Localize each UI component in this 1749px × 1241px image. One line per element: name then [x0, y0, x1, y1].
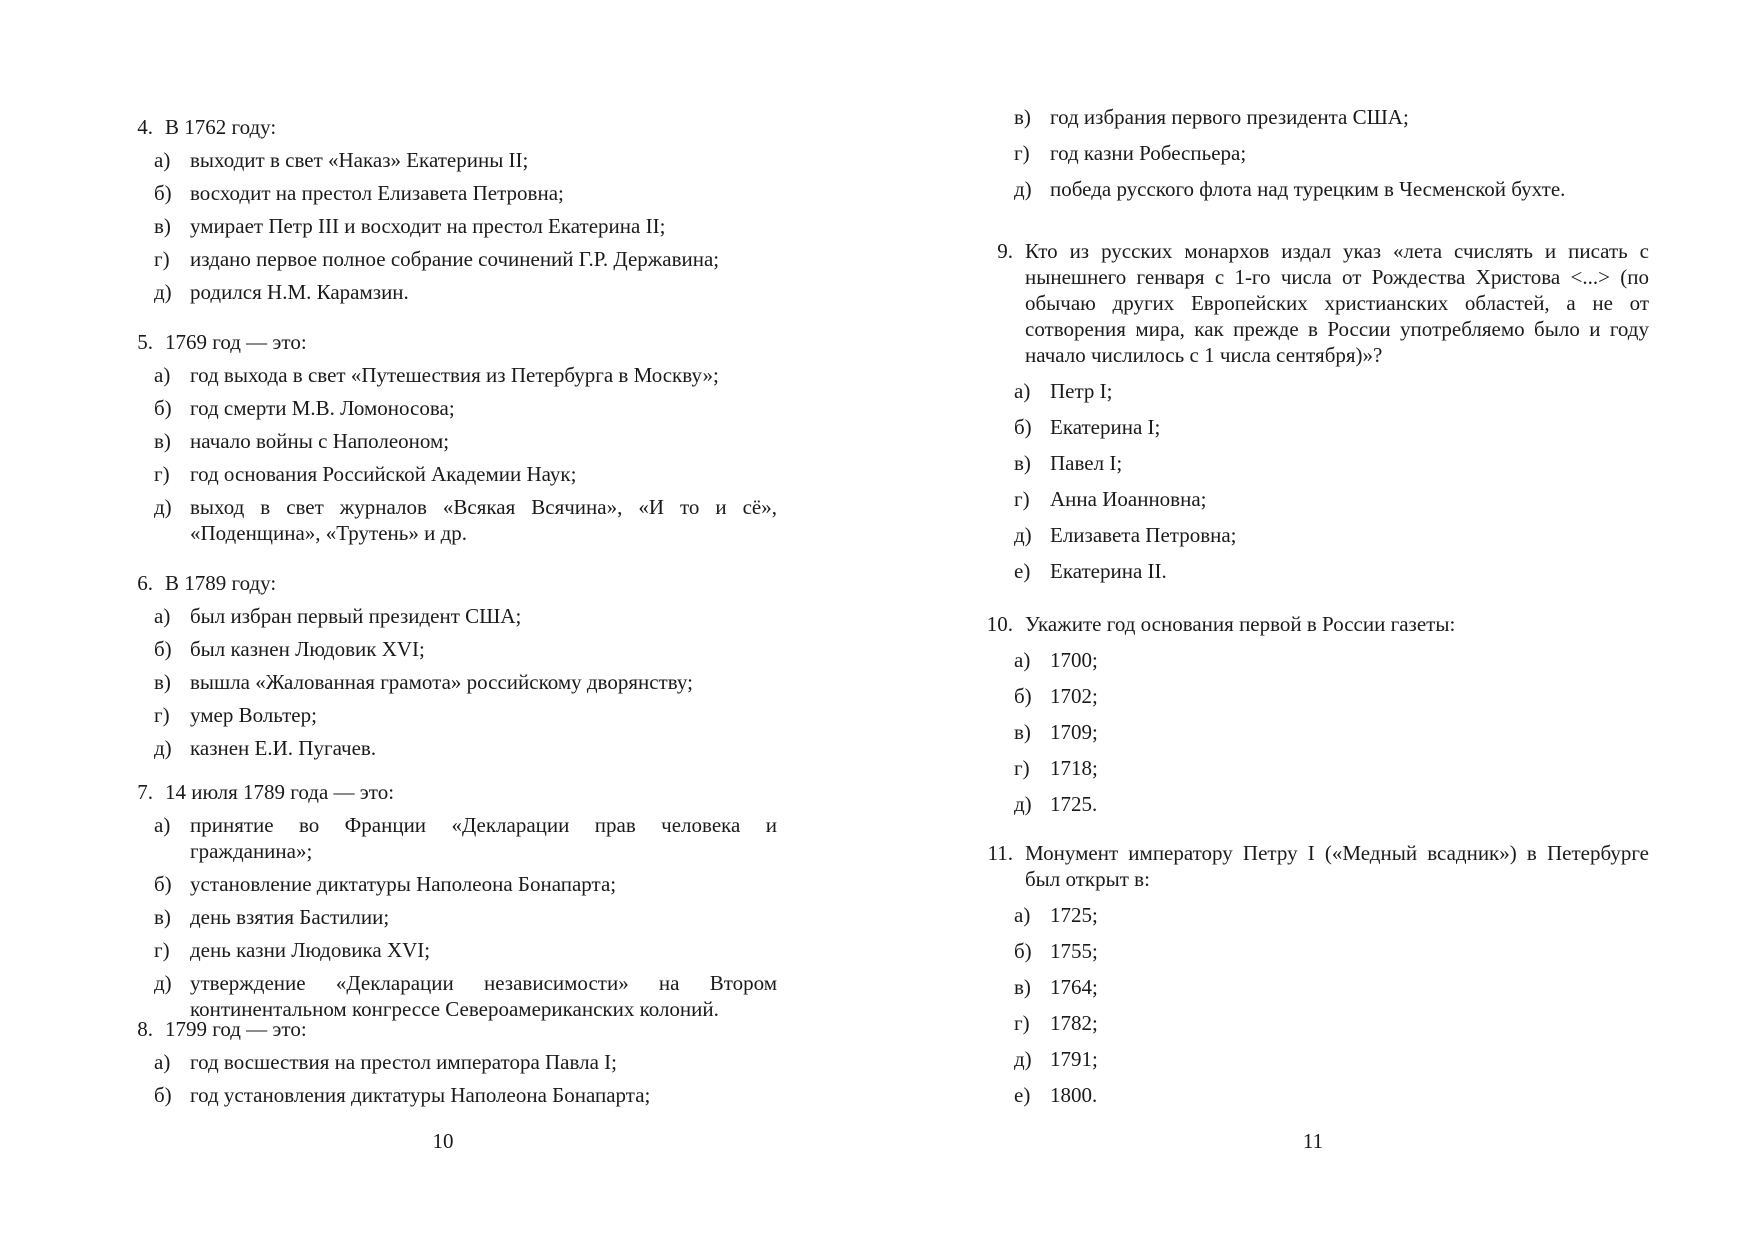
option-text: день казни Людовика XVI; [190, 938, 431, 962]
option-letter: б) [154, 181, 172, 205]
option-letter: г) [154, 703, 170, 727]
option [1014, 1082, 1649, 1108]
option-letter: в) [154, 905, 171, 929]
option [1014, 902, 1649, 928]
option [1014, 176, 1649, 202]
option-letter: д) [154, 971, 172, 995]
option [154, 213, 777, 239]
option-letter: в) [154, 429, 171, 453]
option-letter: в) [1014, 975, 1031, 999]
option-text: 1800. [1050, 1083, 1098, 1107]
option [154, 428, 777, 454]
option-text: год установления диктатуры Наполеона Бонапарта; [190, 1083, 651, 1107]
options-list [117, 362, 777, 546]
option-text: 1791; [1050, 1047, 1098, 1071]
option [1014, 450, 1649, 476]
option-text: год основания Российской Академии Наук; [190, 462, 577, 486]
option [1014, 1046, 1649, 1072]
option-letter: д) [154, 736, 172, 760]
option [154, 180, 777, 206]
option-text: 1725. [1050, 792, 1098, 816]
option [154, 395, 777, 421]
question-text: В 1789 году: [165, 571, 277, 595]
option [1014, 938, 1649, 964]
question-number: 4. [137, 115, 153, 139]
options-list [117, 603, 777, 761]
option-text: 1709; [1050, 720, 1098, 744]
option-text: Екатерина I; [1050, 415, 1161, 439]
option-letter: б) [154, 637, 172, 661]
question-number: 8. [137, 1017, 153, 1041]
option-text: 1700; [1050, 648, 1098, 672]
question-number: 6. [137, 571, 153, 595]
option-letter: в) [1014, 720, 1031, 744]
option-text: 1718; [1050, 756, 1098, 780]
option-text: был казнен Людовик XVI; [190, 637, 425, 661]
option-letter: а) [1014, 379, 1031, 403]
question-7 [117, 779, 777, 1022]
option-text: установление диктатуры Наполеона Бонапарта; [190, 872, 617, 896]
question-number: 7. [137, 780, 153, 804]
option [1014, 486, 1649, 512]
option-letter: а) [1014, 903, 1031, 927]
question-4 [117, 114, 777, 305]
option-letter: б) [1014, 415, 1032, 439]
option-letter: д) [1014, 177, 1032, 201]
option-letter: г) [154, 938, 170, 962]
option [1014, 558, 1649, 584]
option-text: 1764; [1050, 975, 1098, 999]
option-text: 1702; [1050, 684, 1098, 708]
option-text: 1782; [1050, 1011, 1098, 1035]
option-text: умер Вольтер; [190, 703, 317, 727]
option-letter: а) [154, 1050, 171, 1074]
option [1014, 647, 1649, 673]
option [154, 362, 777, 388]
option-letter: б) [1014, 684, 1032, 708]
option [154, 1082, 777, 1108]
option-letter: в) [1014, 451, 1031, 475]
option [154, 636, 777, 662]
option [154, 702, 777, 728]
option-letter: г) [1014, 1011, 1030, 1035]
option [154, 603, 777, 629]
option-text: Екатерина II. [1050, 559, 1167, 583]
option [154, 246, 777, 272]
option-text: год выхода в свет «Путешествия из Петербурга в Москву»; [190, 363, 719, 387]
option-letter: а) [154, 813, 171, 837]
option-letter: д) [1014, 792, 1032, 816]
option-text: год смерти М.В. Ломоносова; [190, 396, 455, 420]
option-letter: е) [1014, 1083, 1031, 1107]
option-text: восходит на престол Елизавета Петровна; [190, 181, 564, 205]
option [1014, 140, 1649, 166]
question-text: Укажите год основания первой в России газеты: [1025, 612, 1456, 636]
option [1014, 522, 1649, 548]
right-page [977, 0, 1649, 1241]
options-list [977, 378, 1649, 584]
option [1014, 755, 1649, 781]
option-letter: г) [154, 462, 170, 486]
question-8-continued [977, 104, 1649, 202]
option-text: победа русского флота над турецким в Чесменской бухте. [1050, 177, 1566, 201]
option [154, 904, 777, 930]
option-text: 1755; [1050, 939, 1098, 963]
page-number-left: 10 [432, 1129, 454, 1153]
option-text: год избрания первого президента США; [1050, 105, 1409, 129]
option [154, 494, 777, 546]
question-text: Кто из русских монархов издал указ «лета счислять и писать с нынешнего генваря с 1-го числа от Рождества Христова <...> (по обычаю других Европейских христианских областей, а не от сотворения мира, как прежде в России употребляемо было и году начало числилось с 1 числа сентября)»? [1025, 239, 1649, 367]
option [1014, 719, 1649, 745]
option [1014, 683, 1649, 709]
option-text: родился Н.М. Карамзин. [190, 280, 409, 304]
option-text: казнен Е.И. Пугачев. [190, 736, 377, 760]
option-letter: г) [1014, 756, 1030, 780]
option-letter: д) [1014, 1047, 1032, 1071]
page-number-right: 11 [1302, 1129, 1324, 1153]
question-9 [977, 238, 1649, 584]
option [154, 812, 777, 864]
option-text: Павел I; [1050, 451, 1123, 475]
option-letter: в) [154, 670, 171, 694]
option-letter: а) [154, 148, 171, 172]
option-letter: б) [1014, 939, 1032, 963]
option-text: утверждение «Декларации независимости» на Втором континентальном конгрессе Североамериканских колоний. [190, 971, 777, 1021]
question-text: Монумент императору Петру I («Медный всадник») в Петербурге был открыт в: [1025, 841, 1649, 891]
left-page [117, 0, 777, 1241]
option-text: вышла «Жалованная грамота» российскому дворянству; [190, 670, 693, 694]
option-text: 1725; [1050, 903, 1098, 927]
question-5 [117, 329, 777, 546]
question-number: 5. [137, 330, 153, 354]
option [154, 937, 777, 963]
option-letter: е) [1014, 559, 1031, 583]
option-letter: б) [154, 396, 172, 420]
question-8 [117, 1016, 777, 1108]
option-letter: в) [1014, 105, 1031, 129]
option-letter: а) [154, 604, 171, 628]
option-text: умирает Петр III и восходит на престол Екатерина II; [190, 214, 666, 238]
option-text: Петр I; [1050, 379, 1113, 403]
option-letter: г) [154, 247, 170, 271]
options-list [977, 647, 1649, 817]
option [1014, 414, 1649, 440]
question-10 [977, 611, 1649, 817]
option-text: Анна Иоанновна; [1050, 487, 1207, 511]
question-number: 9. [997, 239, 1013, 263]
question-text: 1769 год — это: [165, 330, 307, 354]
option-letter: д) [154, 495, 172, 519]
option [154, 735, 777, 761]
question-number: 11. [987, 841, 1013, 865]
option [1014, 974, 1649, 1000]
option-letter: г) [1014, 487, 1030, 511]
question-text: 1799 год — это: [165, 1017, 307, 1041]
option [154, 279, 777, 305]
option [154, 1049, 777, 1075]
option-text: выход в свет журналов «Всякая Всячина», «И то и сё», «Поденщина», «Трутень» и др. [190, 495, 777, 545]
option-letter: б) [154, 872, 172, 896]
option [1014, 1010, 1649, 1036]
option-letter: в) [154, 214, 171, 238]
question-11 [977, 840, 1649, 1108]
question-text: В 1762 году: [165, 115, 277, 139]
option-text: издано первое полное собрание сочинений Г.Р. Державина; [190, 247, 720, 271]
option-letter: д) [1014, 523, 1032, 547]
question-number: 10. [986, 612, 1013, 636]
option-text: Елизавета Петровна; [1050, 523, 1237, 547]
option-text: день взятия Бастилии; [190, 905, 390, 929]
option [154, 669, 777, 695]
option-letter: а) [1014, 648, 1031, 672]
option-text: был избран первый президент США; [190, 604, 522, 628]
question-text: 14 июля 1789 года — это: [165, 780, 395, 804]
options-list [977, 902, 1649, 1108]
option-text: принятие во Франции «Декларации прав человека и гражданина»; [190, 813, 777, 863]
option [1014, 378, 1649, 404]
options-list [117, 147, 777, 305]
option-letter: г) [1014, 141, 1030, 165]
option-letter: д) [154, 280, 172, 304]
option [154, 461, 777, 487]
option-text: выходит в свет «Наказ» Екатерины II; [190, 148, 529, 172]
option-text: год казни Робеспьера; [1050, 141, 1247, 165]
option [154, 970, 777, 1022]
option-letter: б) [154, 1083, 172, 1107]
options-list [117, 1049, 777, 1108]
option [154, 871, 777, 897]
options-list [117, 812, 777, 1022]
option-text: начало войны с Наполеоном; [190, 429, 450, 453]
option [1014, 791, 1649, 817]
options-list [977, 104, 1649, 202]
question-6 [117, 570, 777, 761]
option-letter: а) [154, 363, 171, 387]
option-text: год восшествия на престол императора Павла I; [190, 1050, 618, 1074]
option [1014, 104, 1649, 130]
option [154, 147, 777, 173]
